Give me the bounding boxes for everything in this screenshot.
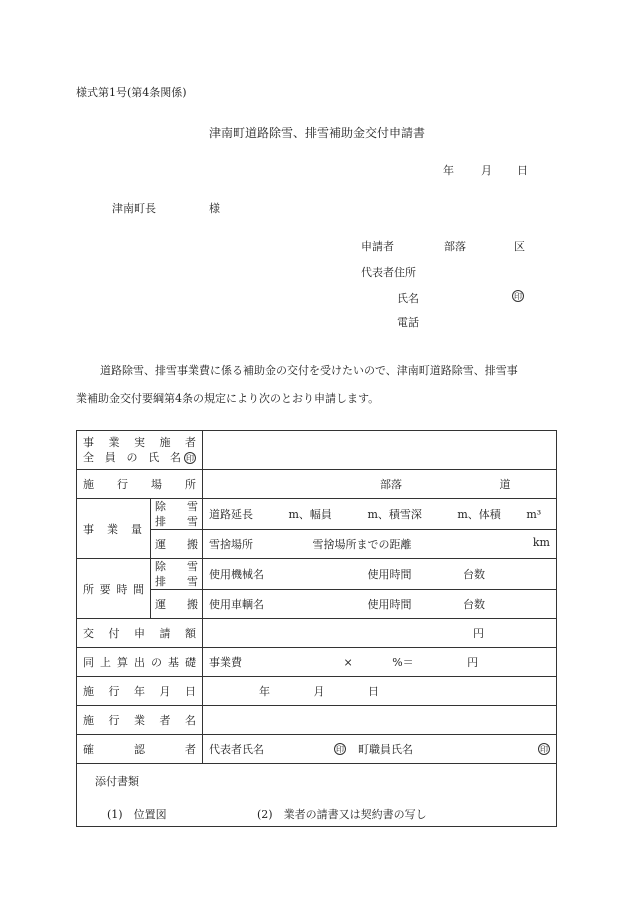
attachments: [77, 764, 557, 827]
confirmer-value[interactable]: 代表者氏名 印 町職員氏名 印: [203, 735, 557, 764]
basis-label: 同 上 算 出 の 基 礎: [77, 648, 203, 677]
exec-date-label: 施 行 年 月 日: [77, 677, 203, 706]
addressee-honorific: 様: [209, 202, 220, 215]
form-number: 様式第1号(第4条関係): [76, 86, 187, 99]
jigyo-josetsu-label: 除 雪 排 雪: [151, 499, 203, 530]
confirmer-seal-icon: 印: [336, 745, 344, 754]
site-label: 施 行 場 所: [77, 470, 203, 499]
form-title: 津南町道路除雪、排雪補助金交付申請書: [209, 126, 426, 140]
table-row: [77, 648, 557, 677]
jigyo-row2[interactable]: 雪捨場所 雪捨場所までの距離 km: [203, 530, 557, 559]
applicant-buraku: 部落: [444, 240, 466, 253]
body-text-line1: 道路除雪、排雪事業費に係る補助金の交付を受けたいので、津南町道路除雪、排雪事: [100, 364, 518, 377]
addressee-name: 津南町長: [112, 202, 156, 215]
jikan-label: 所 要 時 間: [77, 559, 151, 619]
table-row: [77, 619, 557, 648]
applicant-label: 申請者: [361, 240, 394, 253]
attachment-item-1: (1) 位置図: [107, 808, 167, 821]
applicant-ku: 区: [514, 240, 525, 253]
date-year: 年: [443, 164, 454, 177]
confirmer-label: 確 認 者: [77, 735, 203, 764]
applicant-phone: 電話: [397, 316, 419, 329]
applicant-name: 氏名: [397, 292, 419, 305]
site-value[interactable]: 部落 道: [203, 470, 557, 499]
table-row: [77, 735, 557, 764]
application-table: [76, 430, 557, 827]
jigyo-unpan-label: 運 搬: [151, 530, 203, 559]
implementer-label: 事 業 実 施 者 全 員 の 氏 名 印: [77, 431, 203, 470]
contractor-label: 施 行 業 者 名: [77, 706, 203, 735]
amount-label: 交 付 申 請 額: [77, 619, 203, 648]
table-row: [77, 499, 557, 530]
jikan-row2[interactable]: 使用車輌名 使用時間 台数: [203, 590, 557, 619]
table-row: [77, 706, 557, 735]
date-month: 月: [481, 164, 492, 177]
jigyo-label: 事 業 量: [77, 499, 151, 559]
date-day: 日: [517, 164, 528, 177]
attachments-title: 添付書類: [95, 775, 139, 788]
attachment-item-2: (2) 業者の請書又は契約書の写し: [257, 808, 427, 821]
table-row: [77, 470, 557, 499]
basis-value[interactable]: 事業費 × %＝ 円: [203, 648, 557, 677]
amount-value[interactable]: 円: [203, 619, 557, 648]
jikan-row1[interactable]: 使用機械名 使用時間 台数: [203, 559, 557, 590]
jikan-unpan-label: 運 搬: [151, 590, 203, 619]
jikan-josetsu-label: 除 雪 排 雪: [151, 559, 203, 590]
exec-date-value[interactable]: 年 月 日: [203, 677, 557, 706]
table-row: [77, 677, 557, 706]
table-row: [77, 764, 557, 827]
table-row: [77, 431, 557, 470]
staff-seal-icon: 印: [540, 745, 548, 754]
implementer-value[interactable]: [203, 431, 557, 470]
applicant-address: 代表者住所: [361, 266, 416, 279]
implementer-seal-icon: 印: [186, 453, 194, 463]
jigyo-row1[interactable]: 道路延長 m、幅員 m、積雪深 m、体積 m³: [203, 499, 557, 530]
contractor-value[interactable]: [203, 706, 557, 735]
applicant-seal-icon: 印: [514, 292, 522, 301]
table-row: [77, 559, 557, 590]
body-text-line2: 業補助金交付要綱第4条の規定により次のとおり申請します。: [76, 392, 380, 405]
